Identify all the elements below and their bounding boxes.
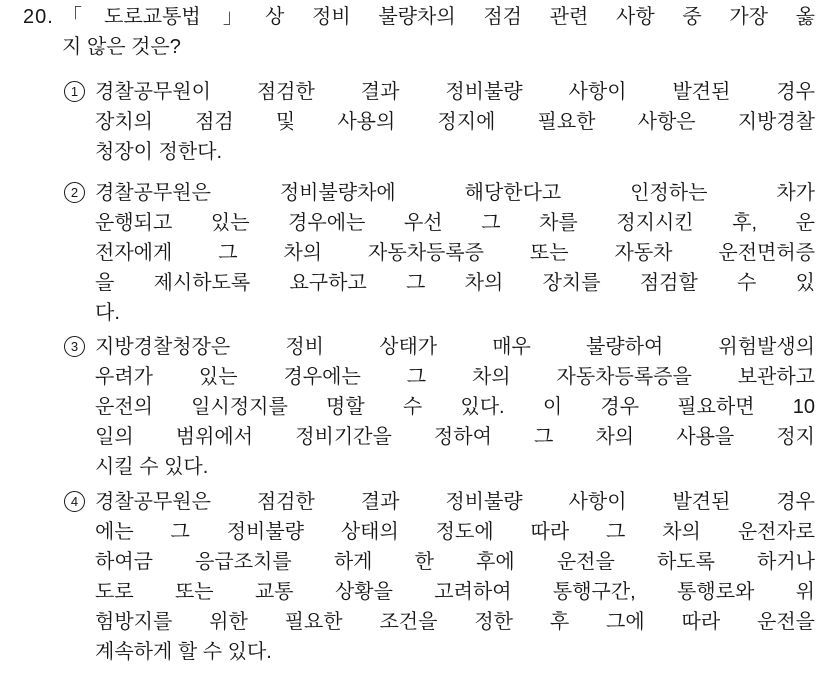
option-text-line: 전자에게 그 차의 자동차등록증 또는 자동차 운전면허증	[95, 242, 815, 264]
option-text-line: 도로 또는 교통 상황을 고려하여 통행구간, 통행로와 위	[95, 581, 815, 603]
option-text-line: 경찰공무원이 점검한 결과 정비불량 사항이 발견된 경우	[95, 81, 815, 103]
option-text-line: 장치의 점검 및 사용의 정지에 필요한 사항은 지방경찰	[95, 111, 815, 133]
option-2-marker-digit: 2	[70, 185, 79, 200]
option-text-line: 을 제시하도록 요구하고 그 차의 장치를 점검할 수 있	[95, 272, 815, 294]
option-text-line: 경찰공무원은 정비불량차에 해당한다고 인정하는 차가	[95, 182, 815, 204]
option-text-line: 다.	[95, 302, 120, 324]
option-text-line: 하여금 응급조치를 하게 한 후에 운전을 하도록 하거나	[95, 551, 815, 573]
option-text-line: 경찰공무원은 점검한 결과 정비불량 사항이 발견된 경우	[95, 491, 815, 513]
answer-option-3	[0, 332, 826, 482]
option-1-circled-number	[64, 81, 85, 102]
option-text-line: 우려가 있는 경우에는 그 차의 자동차등록증을 보관하고	[95, 366, 815, 388]
option-text-line: 청장이 정한다.	[95, 141, 223, 163]
question-text-line: 지 않은 것은?	[62, 36, 181, 58]
option-2-circled-number	[64, 182, 85, 203]
option-text-line: 운행되고 있는 경우에는 우선 그 차를 정지시킨 후, 운	[95, 212, 815, 234]
answer-option-1	[0, 77, 826, 167]
option-text-line: 지방경찰청장은 정비 상태가 매우 불량하여 위험발생의	[95, 336, 815, 358]
option-text-line: 에는 그 정비불량 상태의 정도에 따라 그 차의 운전자로	[95, 521, 815, 543]
option-4-circled-number	[64, 491, 85, 512]
answer-option-4	[0, 487, 826, 667]
option-text-line: 운전의 일시정지를 명할 수 있다. 이 경우 필요하면 10	[95, 396, 815, 418]
option-1-marker-digit: 1	[70, 84, 79, 99]
option-text-line: 시킬 수 있다.	[95, 456, 209, 478]
option-2-text	[95, 178, 815, 328]
question-text	[62, 2, 815, 62]
option-text-line: 계속하게 할 수 있다.	[95, 641, 272, 663]
question-number: 20.	[23, 6, 54, 28]
option-4-marker-digit: 4	[70, 494, 79, 509]
option-3-text	[95, 332, 815, 482]
question-text-line: 「도로교통법」상 정비 불량차의 점검 관련 사항 중 가장 옳	[62, 6, 815, 28]
option-text-line: 일의 범위에서 정비기간을 정하여 그 차의 사용을 정지	[95, 426, 815, 448]
option-1-text	[95, 77, 815, 167]
option-text-line: 험방지를 위한 필요한 조건을 정한 후 그에 따라 운전을	[95, 611, 815, 633]
option-3-marker-digit: 3	[70, 339, 79, 354]
answer-option-2	[0, 178, 826, 328]
option-4-text	[95, 487, 815, 667]
option-3-circled-number	[64, 336, 85, 357]
